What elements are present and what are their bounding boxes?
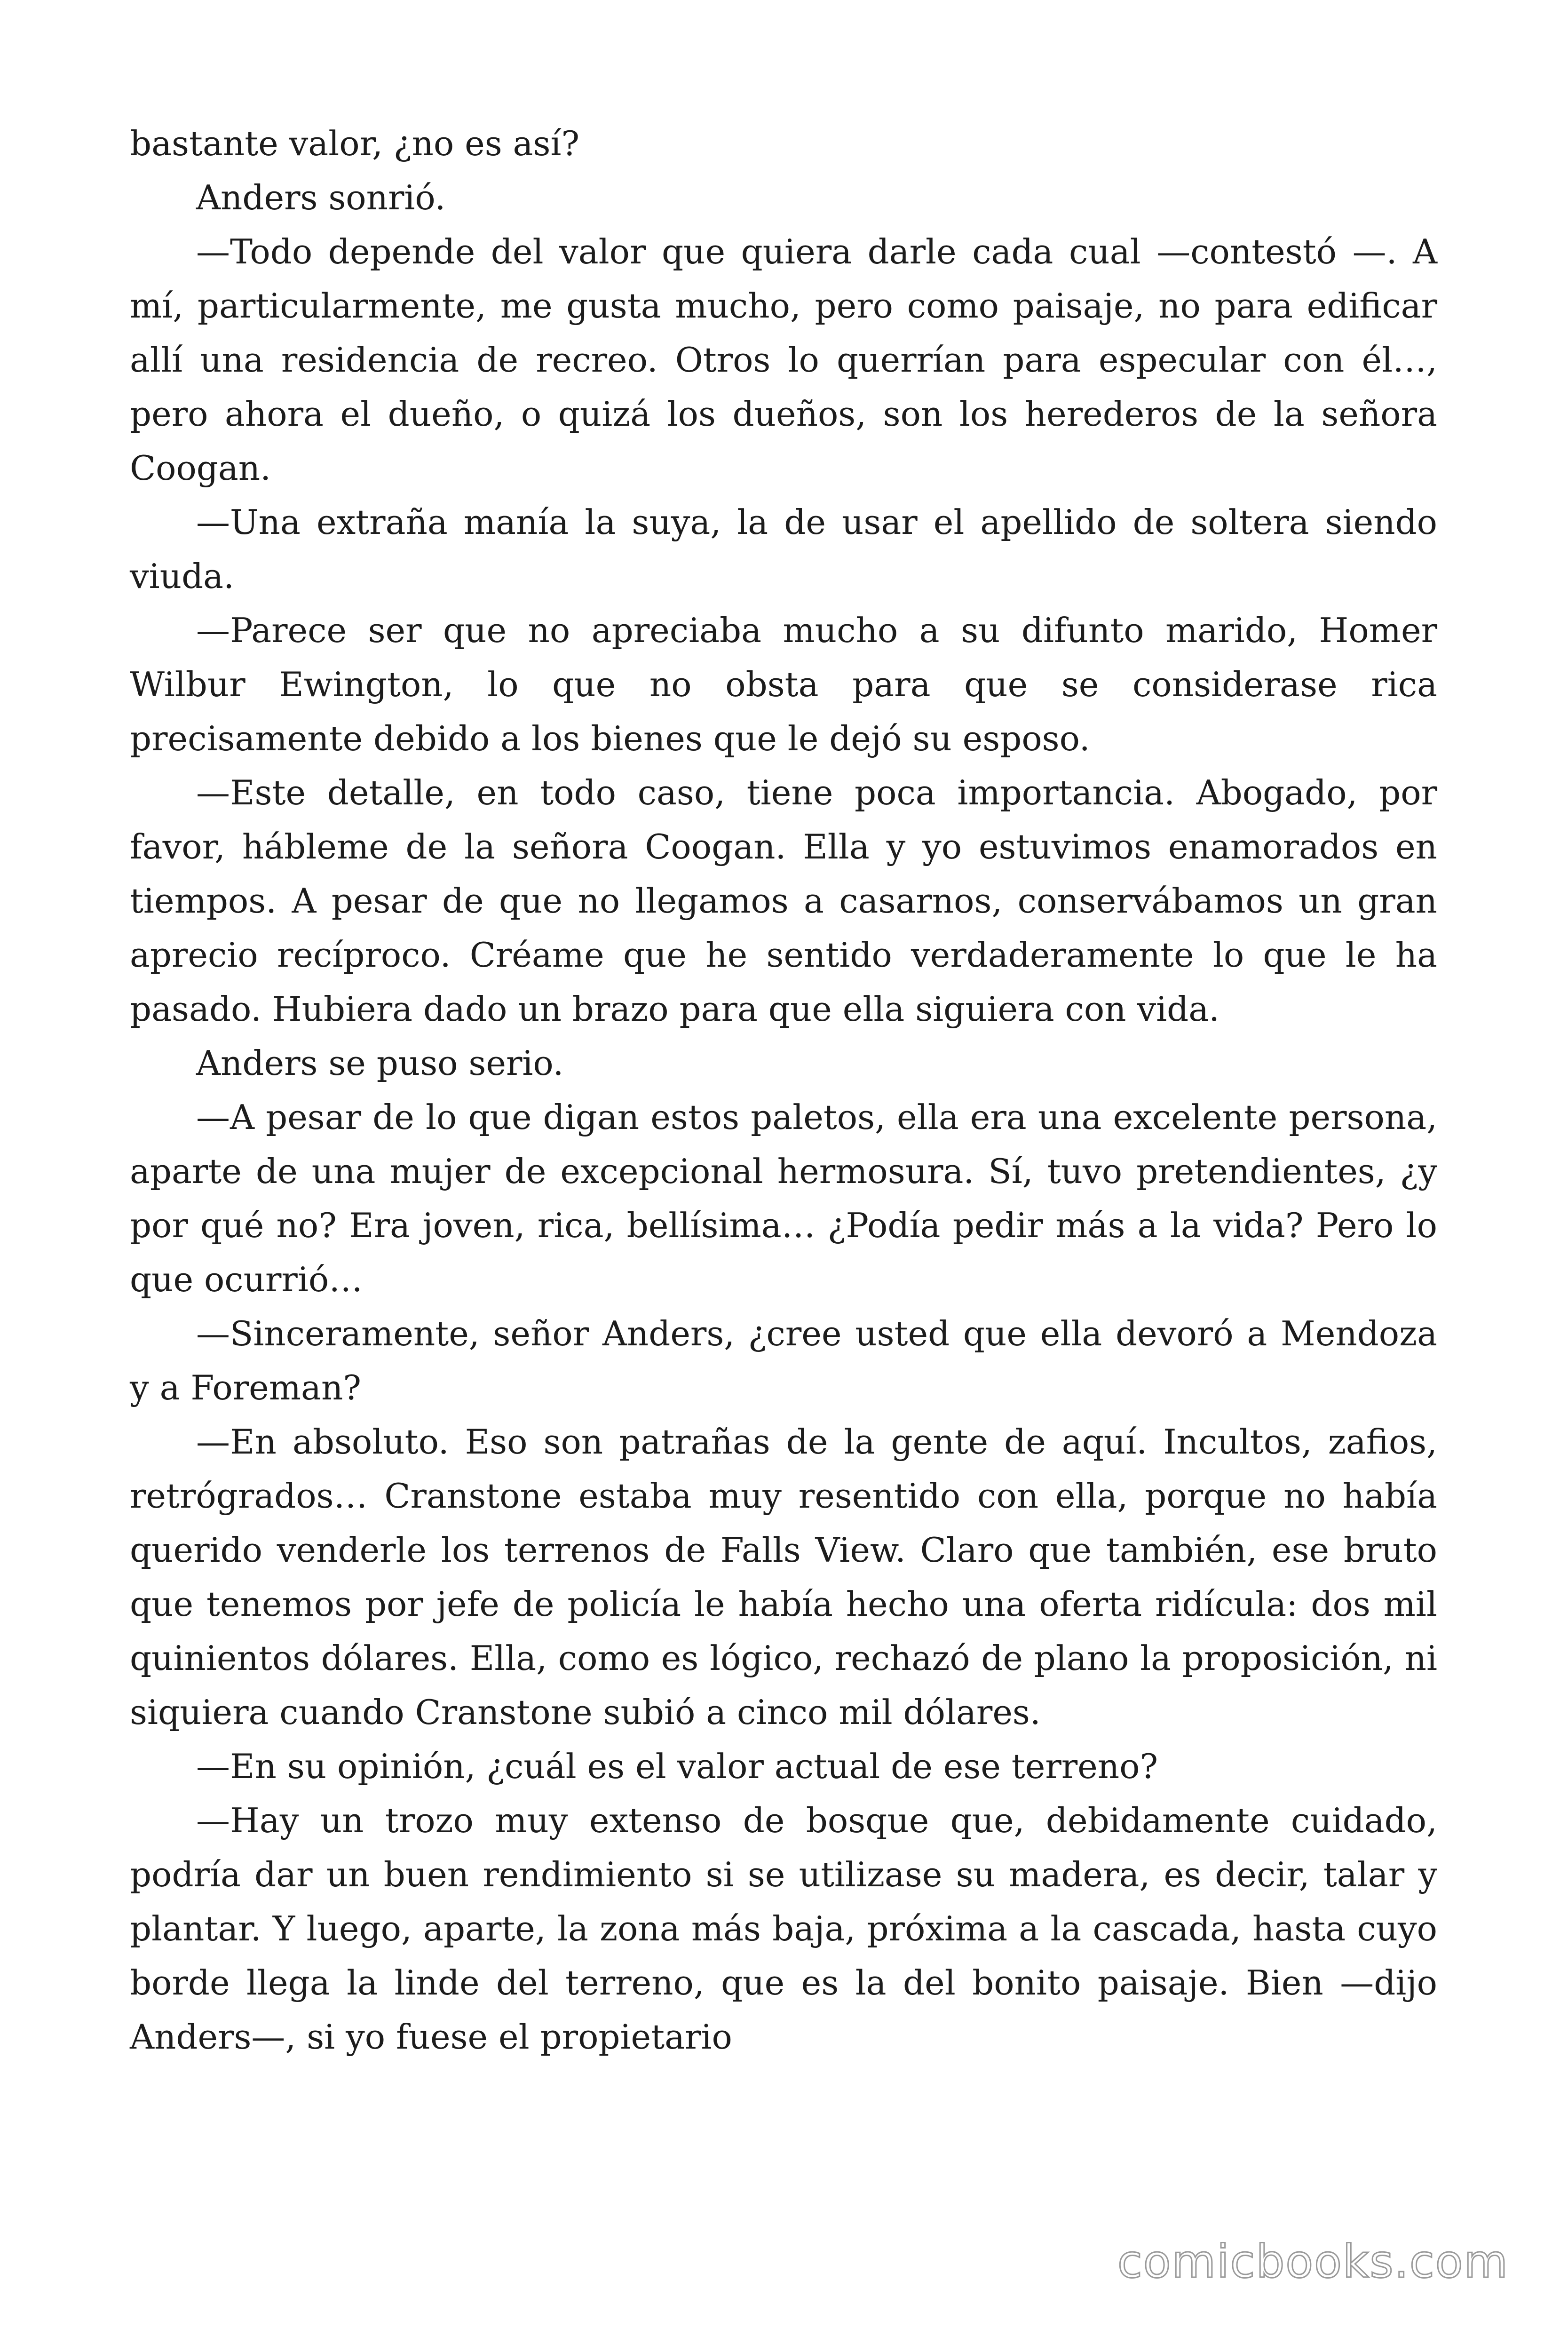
paragraph: —Este detalle, en todo caso, tiene poca importancia. Abogado, por favor, hábleme de la señora Coogan. Ella y yo estuvimos enamorados en tiempos. A pesar de que no llegamos a casarnos, conservábamos un gran aprecio recíproco. Créame que he sentido verdaderamente lo que le ha pasado. Hubiera dado un brazo para que ella siguiera con vida. (130, 773, 1437, 1029)
paragraph: —En absoluto. Eso son patrañas de la gente de aquí. Incultos, zafios, retrógrados… Cranstone estaba muy resentido con ella, porque no había querido venderle los terrenos de Falls View. Claro que también, ese bruto que tenemos por jefe de policía le había hecho una oferta ridícula: dos mil quinientos dólares. Ella, como es lógico, rechazó de plano la proposición, ni siquiera cuando Cranstone subió a cinco mil dólares. (130, 1422, 1437, 1732)
paragraph: —En su opinión, ¿cuál es el valor actual de ese terreno? (196, 1747, 1158, 1786)
paragraph: —Hay un trozo muy extenso de bosque que, debidamente cuidado, podría dar un buen rendimiento si se utilizase su madera, es decir, talar y plantar. Y luego, aparte, la zona más baja, próxima a la cascada, hasta cuyo borde llega la linde del terreno, que es la del bonito paisaje. Bien —dijo Anders—, si yo fuese el propietario (130, 1801, 1437, 2057)
watermark-text: comicbooks.com (1117, 2235, 1509, 2288)
paragraph: —Todo depende del valor que quiera darle cada cual —contestó —. A mí, particularmente, me gusta mucho, pero como paisaje, no para edificar allí una residencia de recreo. Otros lo querrían para especular con él…, pero ahora el dueño, o quizá los dueños, son los herederos de la señora Coogan. (130, 232, 1437, 488)
body-text (130, 117, 1437, 2064)
paragraph: —Una extraña manía la suya, la de usar el apellido de soltera siendo viuda. (130, 502, 1437, 596)
paragraph: bastante valor, ¿no es así? (130, 124, 580, 163)
paragraph: —Parece ser que no apreciaba mucho a su difunto marido, Homer Wilbur Ewington, lo que no obsta para que se considerase rica precisamente debido a los bienes que le dejó su esposo. (130, 611, 1437, 758)
paragraph: Anders se puso serio. (196, 1043, 564, 1083)
paragraph: —Sinceramente, señor Anders, ¿cree usted que ella devoró a Mendoza y a Foreman? (130, 1314, 1437, 1407)
paragraph: —A pesar de lo que digan estos paletos, ella era una excelente persona, aparte de una mujer de excepcional hermosura. Sí, tuvo pretendientes, ¿y por qué no? Era joven, rica, bellísima… ¿Podía pedir más a la vida? Pero lo que ocurrió… (130, 1097, 1437, 1299)
paragraph: Anders sonrió. (196, 178, 446, 217)
